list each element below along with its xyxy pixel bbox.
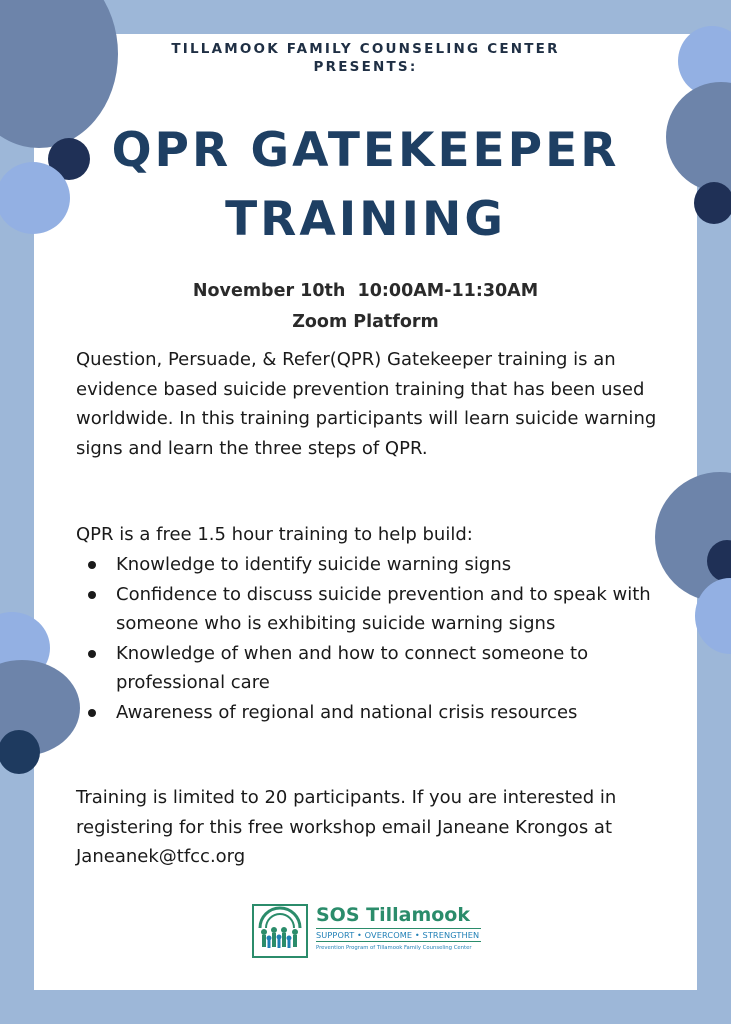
logo-name: SOS Tillamook	[316, 904, 470, 926]
intro-paragraph: Question, Persuade, & Refer(QPR) Gatekeeper training is an evidence based suicide prevention training that has been used worldwide. In this training participants will learn suicide warning signs and learn the three steps of QPR.	[76, 349, 657, 459]
org-presents: PRESENTS:	[313, 59, 418, 75]
logo-divider	[316, 928, 481, 929]
closing-paragraph: Training is limited to 20 participants. If you are interested in registering for this free workshop email Janeane Krongos at Janeanek@tfcc.org	[76, 787, 617, 867]
bullet-icon	[88, 709, 96, 717]
list-item	[76, 698, 676, 728]
logo-tagline: SUPPORT • OVERCOME • STRENGTHEN	[316, 930, 480, 940]
page-title	[34, 116, 697, 254]
title-line-2: TRAINING	[225, 192, 506, 247]
list-item-text: Knowledge of when and how to connect someone to professional care	[116, 642, 589, 693]
benefits-lead: QPR is a free 1.5 hour training to help build:	[76, 524, 473, 545]
sos-tillamook-logo	[252, 904, 488, 958]
decor-circle-tr-dark	[694, 182, 731, 224]
org-heading	[34, 40, 697, 76]
people-sunrise-icon	[252, 904, 308, 958]
event-date-time: November 10th 10:00AM-11:30AM	[192, 281, 539, 301]
bullet-icon	[88, 561, 96, 569]
list-item-text: Knowledge to identify suicide warning signs	[116, 554, 512, 575]
list-item	[76, 580, 676, 639]
logo-divider	[316, 941, 481, 942]
list-item-text: Confidence to discuss suicide prevention and to speak with someone who is exhibiting suicide warning signs	[116, 583, 651, 634]
logo-subline: Prevention Program of Tillamook Family Counseling Center	[316, 945, 472, 951]
benefits-list	[76, 550, 676, 727]
org-name: TILLAMOOK FAMILY COUNSELING CENTER	[171, 41, 560, 57]
title-line-1: QPR GATEKEEPER	[111, 123, 620, 178]
decor-circle-l-dark	[0, 730, 40, 774]
list-item	[76, 639, 676, 698]
list-item	[76, 550, 676, 580]
bullet-icon	[88, 591, 96, 599]
list-item-text: Awareness of regional and national crisis resources	[116, 701, 578, 723]
bullet-icon	[88, 650, 96, 658]
event-location: Zoom Platform	[292, 312, 439, 332]
event-details	[34, 276, 697, 338]
